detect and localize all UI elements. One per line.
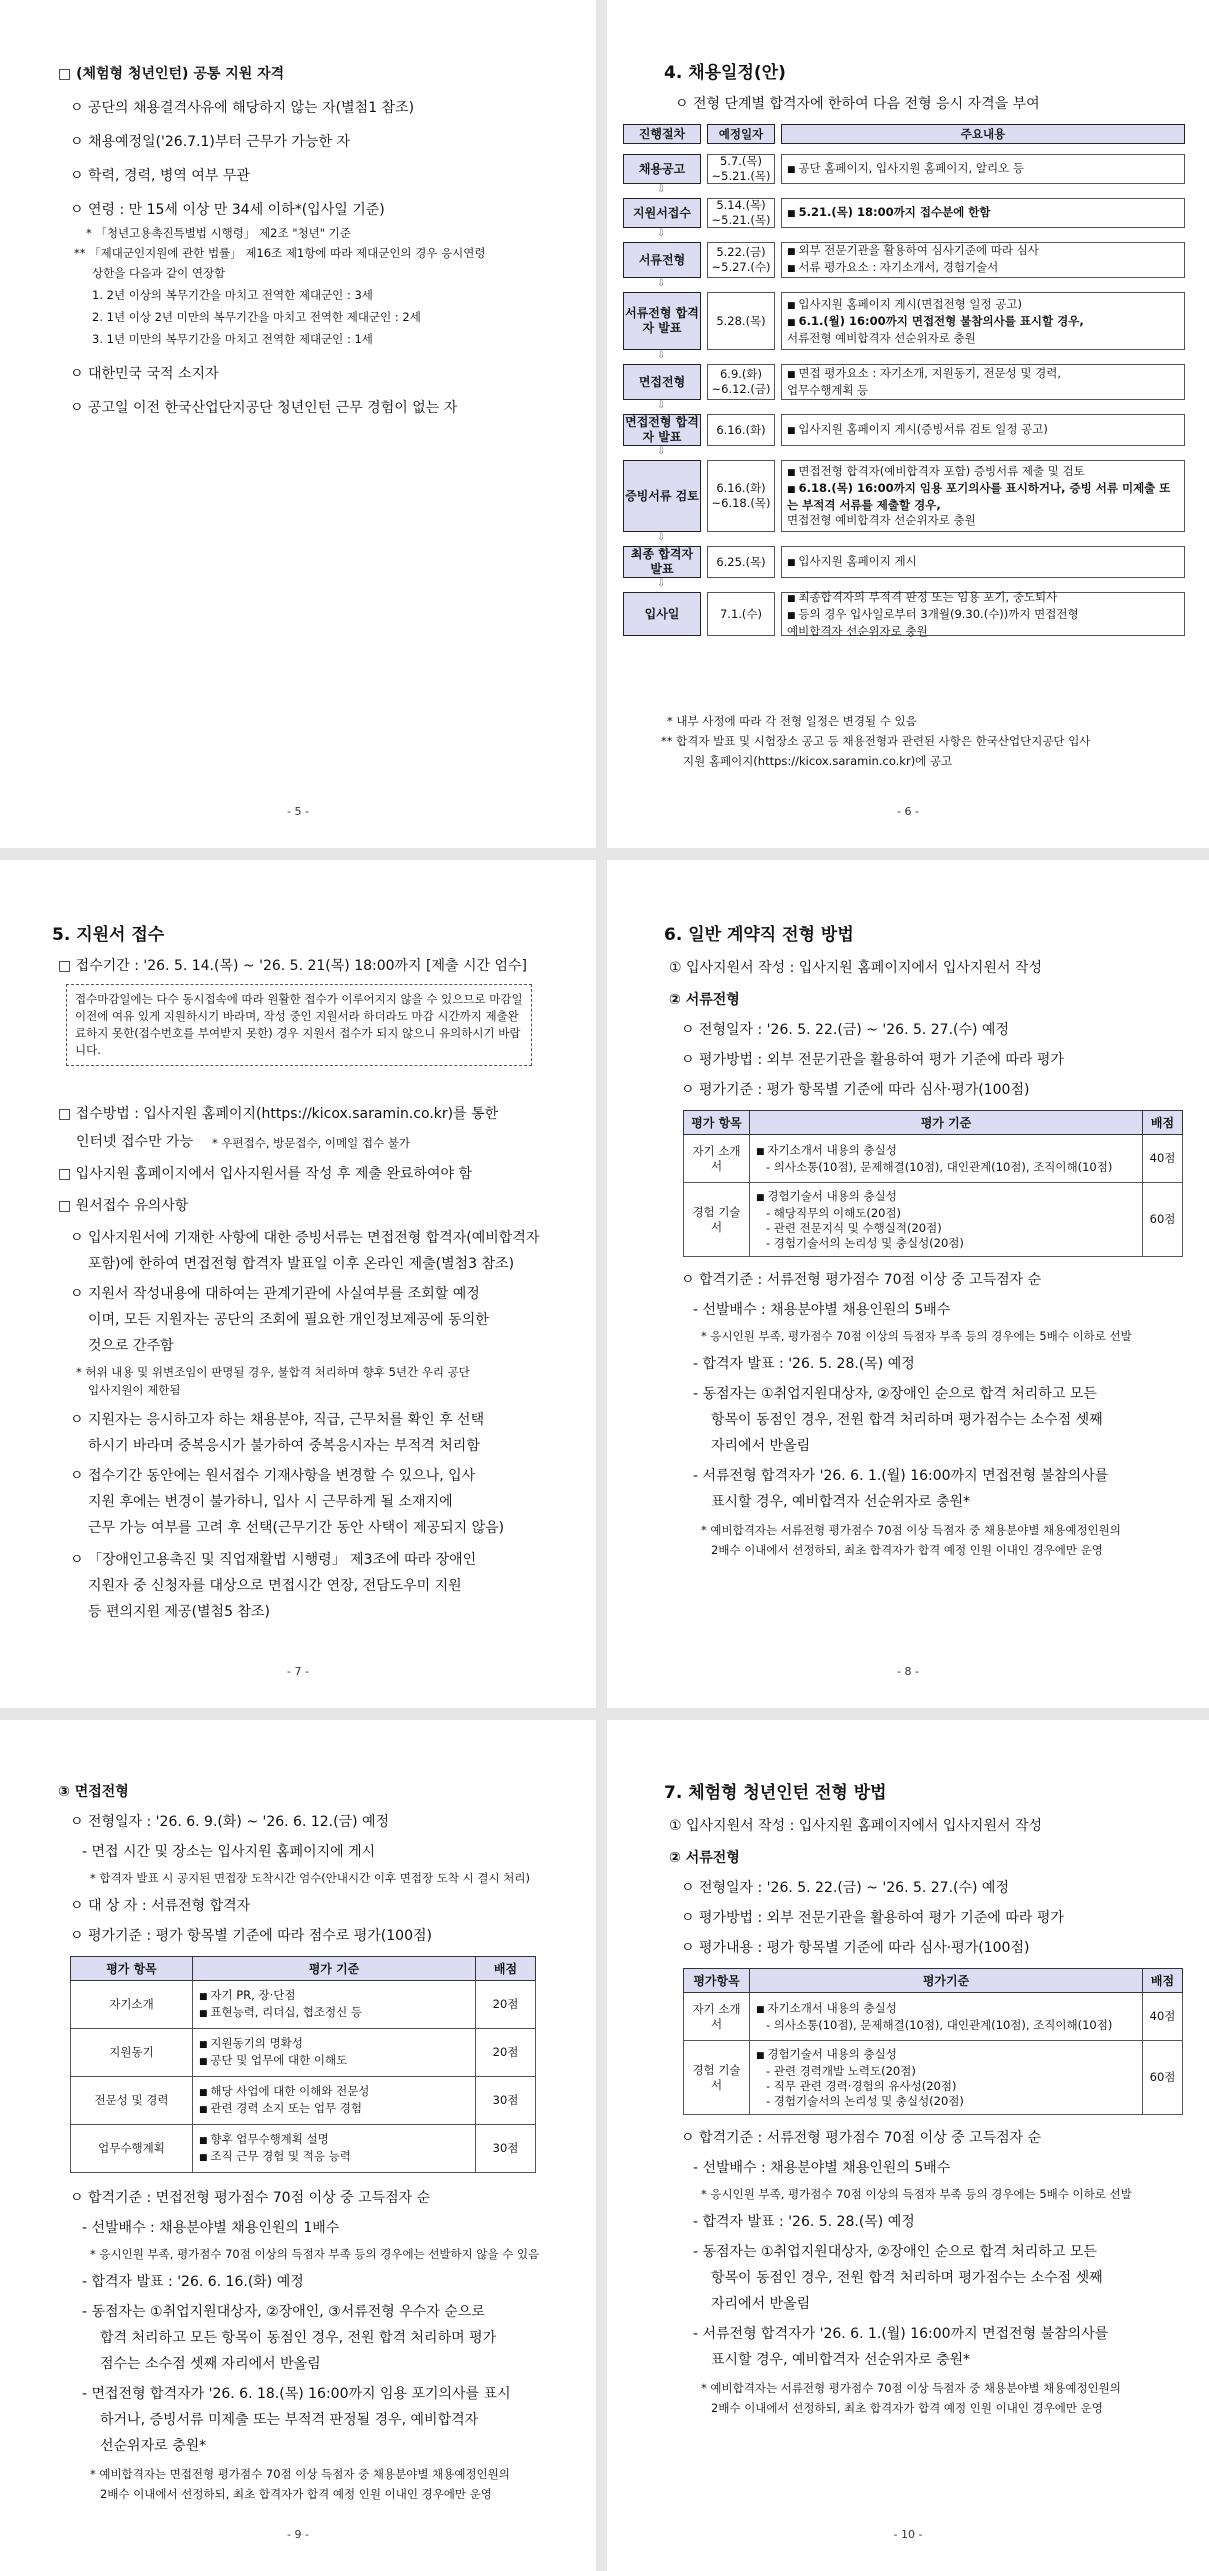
schedule-date: 7.1.(수) [707, 592, 775, 636]
caution-item: ㅇ 지원서 작성내용에 대하여는 관계기관에 사실여부를 조회할 예정 [70, 1286, 480, 1302]
schedule-date: 6.9.(화) ~6.12.(금) [707, 364, 775, 400]
intro-text: ㅇ 전형 단계별 합격자에 한하여 다음 전형 응시 자격을 부여 [675, 96, 1040, 112]
eval-item: 전문성 및 경력 [71, 2077, 193, 2125]
caution-item: 지원자 중 신청자를 대상으로 면접시간 연장, 전담도우미 지원 [88, 1578, 462, 1594]
criteria-line: ㅇ 전형일자 : '26. 5. 22.(금) ~ '26. 5. 27.(수) 예정 [681, 1022, 1009, 1038]
application-period: □ 접수기간 : '26. 5. 14.(목) ~ '26. 5. 21(목) 18:00까지 [제출 시간 엄수] [58, 958, 528, 974]
footnote: 상한을 다음과 같이 연장함 [92, 266, 226, 280]
schedule-date: 6.16.(화) ~6.18.(목) [707, 460, 775, 532]
criteria-line: 표시할 경우, 예비합격자 선순위자로 충원* [711, 1494, 971, 1510]
qualification-item: ㅇ 학력, 경력, 병역 여부 무관 [70, 168, 250, 184]
flow-arrow-icon: ⇩ [657, 278, 666, 289]
schedule-description-line: 업무수행계획 등 [787, 383, 869, 397]
caution-item: ㅇ 입사지원서에 기재한 사항에 대한 증빙서류는 면접전형 합격자(예비합격자 [70, 1230, 540, 1246]
criteria-line: - 동점자는 ①취업지원대상자, ②장애인 순으로 합격 처리하고 모든 [693, 2244, 1097, 2260]
caution-item: 것으로 간주함 [88, 1338, 174, 1354]
schedule-description-line: 예비합격자 선순위자로 충원 [787, 623, 928, 638]
table-row [684, 2041, 1183, 2115]
criteria-line: - 동점자는 ①취업지원대상자, ②장애인, ③서류전형 우수자 순으로 [82, 2304, 485, 2320]
schedule-description-line: ■ 공단 홈페이지, 입사지원 홈페이지, 알리오 등 [787, 161, 1179, 178]
footnote: * 예비합격자는 서류전형 평가점수 70점 이상 득점자 중 채용분야별 채용예정인원의 [701, 2381, 1121, 2395]
criteria-line: - 동점자는 ①취업지원대상자, ②장애인 순으로 합격 처리하고 모든 [693, 1386, 1097, 1402]
subsection-heading: ① 입사지원서 작성 : 입사지원 홈페이지에서 입사지원서 작성 [669, 1818, 1042, 1834]
schedule-description [781, 198, 1185, 228]
col-header: 평가항목 [684, 1969, 750, 1993]
evaluation-table [683, 1110, 1183, 1257]
flow-arrow-icon: ⇩ [657, 532, 666, 543]
schedule-date: 5.22.(금) ~5.27.(수) [707, 242, 775, 278]
table-row [71, 2125, 536, 2173]
criteria-line: 선순위자로 충원* [100, 2438, 207, 2454]
footnote: * 응시인원 부족, 평가점수 70점 이상의 득점자 부족 등의 경우에는 5배수 이하로 선발 [701, 1329, 1132, 1343]
footnote: * 응시인원 부족, 평가점수 70점 이상의 득점자 부족 등의 경우에는 선발하지 않을 수 있음 [90, 2247, 540, 2261]
flow-arrow-icon: ⇩ [657, 228, 666, 239]
page-number: - 9 - [287, 2528, 309, 2541]
eval-points: 20점 [476, 1981, 536, 2029]
page-number: - 5 - [287, 805, 309, 818]
page-number: - 8 - [897, 1665, 919, 1678]
schedule-step: 최종 합격자 발표 [623, 546, 701, 578]
col-header: 평가 항목 [684, 1111, 750, 1135]
page-number: - 6 - [897, 805, 919, 818]
criteria-line: 하거나, 증빙서류 미제출 또는 부적격 판정될 경우, 예비합격자 [100, 2412, 479, 2428]
flow-arrow-icon: ⇩ [657, 578, 666, 589]
col-header: 평가기준 [750, 1969, 1143, 1993]
col-header: 평가 항목 [71, 1957, 193, 1981]
table-row [684, 1135, 1183, 1183]
table-row [71, 2077, 536, 2125]
eval-item: 자기 소개서 [684, 1993, 750, 2041]
footnote: * 내부 사정에 따라 각 전형 일정은 변경될 수 있음 [667, 714, 917, 728]
evaluation-table [683, 1968, 1183, 2115]
schedule-description-line: 면접전형 예비합격자 선순위자로 충원 [787, 513, 976, 527]
criteria-line: ㅇ 평가기준 : 평가 항목별 기준에 따라 점수로 평가(100점) [70, 1928, 432, 1944]
criteria-line: 합격 처리하고 모든 항목이 동점인 경우, 전원 합격 처리하며 평가 [100, 2330, 497, 2346]
eval-item: 경험 기술서 [684, 1183, 750, 1257]
criteria-line: ㅇ 평가기준 : 평가 항목별 기준에 따라 심사·평가(100점) [681, 1082, 1030, 1098]
criteria-line: ㅇ 대 상 자 : 서류전형 합격자 [70, 1898, 251, 1914]
footnote: 입사지원이 제한됨 [88, 1383, 181, 1397]
section-title: 5. 지원서 접수 [52, 925, 165, 945]
footnote: * 허위 내용 및 위변조임이 판명될 경우, 불합격 처리하며 향후 5년간 우리 공단 [76, 1365, 470, 1379]
table-header-row [71, 1957, 536, 1981]
criteria-line: - 서류전형 합격자가 '26. 6. 1.(월) 16:00까지 면접전형 불참의사를 [693, 2326, 1109, 2342]
flow-arrow-icon: ⇩ [657, 400, 666, 411]
caution-item: ㅇ 「장애인고용촉진 및 직업재활법 시행령」 제3조에 따라 장애인 [70, 1552, 477, 1568]
criteria-line: - 선발배수 : 채용분야별 채용인원의 5배수 [693, 2160, 951, 2176]
schedule-step: 채용공고 [623, 154, 701, 184]
criteria-line: - 서류전형 합격자가 '26. 6. 1.(월) 16:00까지 면접전형 불참의사를 [693, 1468, 1109, 1484]
section-title: 6. 일반 계약직 전형 방법 [664, 925, 854, 945]
col-header: 배점 [476, 1957, 536, 1981]
caution-item: 이며, 모든 지원자는 공단의 조회에 필요한 개인정보제공에 동의한 [88, 1312, 489, 1328]
criteria-line: ㅇ 평가방법 : 외부 전문기관을 활용하여 평가 기준에 따라 평가 [681, 1052, 1064, 1068]
criteria-line: 점수는 소수점 셋째 자리에서 반올림 [100, 2356, 321, 2372]
qualification-item: ㅇ 연령 : 만 15세 이상 만 34세 이하*(입사일 기준) [70, 202, 385, 218]
criteria-line: - 합격자 발표 : '26. 5. 28.(목) 예정 [693, 2214, 915, 2230]
criteria-line: ㅇ 평가방법 : 외부 전문기관을 활용하여 평가 기준에 따라 평가 [681, 1910, 1064, 1926]
table-header-row [684, 1969, 1183, 1993]
footnote: * 예비합격자는 서류전형 평가점수 70점 이상 득점자 중 채용분야별 채용예정인원의 [701, 1523, 1121, 1537]
table-row [71, 1981, 536, 2029]
schedule-step: 면접전형 합격자 발표 [623, 414, 701, 446]
eval-points: 20점 [476, 2029, 536, 2077]
criteria-line: ㅇ 합격기준 : 서류전형 평가점수 70점 이상 중 고득점자 순 [681, 2130, 1042, 2146]
eval-criteria: ■ 경험기술서 내용의 충실성 - 관련 경력개발 노력도(20점) - 직무 관련 경력·경험의 유사성(20점) - 경험기술서의 논리성 및 충실성(20점) [750, 2041, 1143, 2115]
flow-arrow-icon: ⇩ [657, 184, 666, 195]
page-5 [0, 0, 596, 848]
schedule-description-line: ■ 입사지원 홈페이지 게시(면접전형 일정 공고) [787, 297, 1179, 314]
qualification-item: ㅇ 공고일 이전 한국산업단지공단 청년인턴 근무 경험이 없는 자 [70, 400, 458, 416]
eval-item: 자기소개 [71, 1981, 193, 2029]
table-header-row [684, 1111, 1183, 1135]
criteria-line: 자리에서 반올림 [711, 1438, 811, 1454]
schedule-description [781, 546, 1185, 578]
eval-item: 지원동기 [71, 2029, 193, 2077]
criteria-line: - 면접전형 합격자가 '26. 6. 18.(목) 16:00까지 임용 포기의사를 표시 [82, 2386, 511, 2402]
caution-item: 포함)에 한하여 면접전형 합격자 발표일 이후 온라인 제출(별첨3 참조) [88, 1256, 515, 1272]
schedule-description [781, 242, 1185, 278]
schedule-step: 입사일 [623, 592, 701, 636]
qualification-item: ㅇ 공단의 채용결격사유에 해당하지 않는 자(별첨1 참조) [70, 100, 415, 116]
eval-points: 40점 [1143, 1993, 1183, 2041]
footnote: * 「청년고용촉진특별법 시행령」 제2조 "청년" 기준 [86, 226, 351, 240]
criteria-line: ㅇ 전형일자 : '26. 5. 22.(금) ~ '26. 5. 27.(수) 예정 [681, 1880, 1009, 1896]
criteria-line: ㅇ 평가내용 : 평가 항목별 기준에 따라 심사·평가(100점) [681, 1940, 1030, 1956]
method-line: □ 접수방법 : 입사지원 홈페이지(https://kicox.saramin.co.kr)를 통한 [58, 1106, 499, 1122]
schedule-header-step: 진행절차 [623, 124, 701, 144]
eval-points: 30점 [476, 2077, 536, 2125]
schedule-description-line: ■ 최종합격자의 부적격 판정 또는 임용 포기, 중도퇴사 [787, 590, 1179, 607]
eval-criteria: ■ 향후 업무수행계획 설명 ■ 조직 근무 경험 및 적응 능력 [193, 2125, 476, 2173]
schedule-description-line: ■ 면접 평가요소 : 자기소개, 지원동기, 전문성 및 경력, [787, 366, 1179, 383]
schedule-description-line: 서류전형 예비합격자 선순위자로 충원 [787, 330, 976, 345]
section-title: 4. 채용일정(안) [664, 63, 786, 83]
criteria-line: 항목이 동점인 경우, 전원 합격 처리하며 평가점수는 소수점 셋째 [711, 1412, 1103, 1428]
schedule-step: 서류전형 [623, 242, 701, 278]
schedule-date: 5.14.(목) ~5.21.(목) [707, 198, 775, 228]
col-header: 평가 기준 [750, 1111, 1143, 1135]
eval-item: 업무수행계획 [71, 2125, 193, 2173]
col-header: 배점 [1143, 1969, 1183, 1993]
schedule-description-line: ■ 입사지원 홈페이지 게시 [787, 554, 1179, 571]
schedule-description [781, 460, 1185, 532]
notice-box: 접수마감일에는 다수 동시접속에 따라 원활한 접수가 이루어지지 않을 수 있으므로 마감일 이전에 여유 있게 지원하시기 바라며, 작성 중인 지원서라 하더라도 마감 시간까지 제출완료하지 못한(접수번호를 부여받지 못한) 경우 지원서 접수가 되지 않으니 유의하시기 바랍니다. [66, 984, 532, 1066]
schedule-description-line: ■ 6.1.(월) 16:00까지 면접전형 불참의사를 표시할 경우, [787, 314, 1179, 331]
eval-points: 30점 [476, 2125, 536, 2173]
footnote: 2배수 이내에서 선정하되, 최초 합격자가 합격 예정 인원 이내인 경우에만 운영 [100, 2487, 492, 2501]
eval-criteria: ■ 해당 사업에 대한 이해와 전문성 ■ 관련 경력 소지 또는 업무 경험 [193, 2077, 476, 2125]
criteria-line: - 면접 시간 및 장소는 입사지원 홈페이지에 게시 [82, 1844, 376, 1860]
table-row [684, 1993, 1183, 2041]
schedule-description-line: ■ 서류 평가요소 : 자기소개서, 경험기술서 [787, 260, 1179, 277]
flow-arrow-icon: ⇩ [657, 350, 666, 361]
section-heading: □ (체험형 청년인턴) 공통 지원 자격 [58, 66, 285, 82]
page-6 [607, 0, 1209, 848]
section-title: 7. 체험형 청년인턴 전형 방법 [664, 1783, 887, 1803]
schedule-description-line: ■ 등의 경우 입사일로부터 3개월(9.30.(수))까지 면접전형 [787, 607, 1179, 624]
page-10 [607, 1720, 1209, 2571]
table-row [684, 1183, 1183, 1257]
caution-item: 지원 후에는 변경이 불가하니, 입사 시 근무하게 될 소재지에 [88, 1494, 453, 1510]
schedule-step: 증빙서류 검토 [623, 460, 701, 532]
footnote: 지원 홈페이지(https://kicox.saramin.co.kr)에 공고 [683, 754, 953, 768]
schedule-date: 5.7.(목) ~5.21.(목) [707, 154, 775, 184]
footnote: 2배수 이내에서 선정하되, 최초 합격자가 합격 예정 인원 이내인 경우에만 운영 [711, 1543, 1103, 1557]
page-number: - 7 - [287, 1665, 309, 1678]
footnote: 2배수 이내에서 선정하되, 최초 합격자가 합격 예정 인원 이내인 경우에만 운영 [711, 2401, 1103, 2415]
qualification-item: ㅇ 대한민국 국적 소지자 [70, 366, 219, 382]
eval-criteria: ■ 자기소개서 내용의 충실성 - 의사소통(10점), 문제해결(10점), 대인관계(10점), 조직이해(10점) [750, 1135, 1143, 1183]
caution-item: 근무 가능 여부를 고려 후 선택(근무기간 동안 사택이 제공되지 않음) [88, 1520, 505, 1536]
eval-points: 60점 [1143, 1183, 1183, 1257]
schedule-description-line: ■ 6.18.(목) 16:00까지 임용 포기의사를 표시하거나, 증빙 서류 미제출 또는 부적격 서류를 제출할 경우, [787, 481, 1179, 513]
criteria-line: 자리에서 반올림 [711, 2296, 811, 2312]
caution-item: 등 편의지원 제공(별첨5 참조) [88, 1604, 270, 1620]
criteria-line: 항목이 동점인 경우, 전원 합격 처리하며 평가점수는 소수점 셋째 [711, 2270, 1103, 2286]
footnote: 3. 1년 미만의 복무기간을 마치고 전역한 제대군인 : 1세 [92, 332, 373, 346]
footnote: * 합격자 발표 시 공지된 면접장 도착시간 엄수(안내시간 이후 면접장 도착 시 결시 처리) [90, 1871, 530, 1885]
qualification-item: ㅇ 채용예정일('26.7.1)부터 근무가 가능한 자 [70, 134, 350, 150]
eval-points: 40점 [1143, 1135, 1183, 1183]
footnote: 2. 1년 이상 2년 미만의 복무기간을 마치고 전역한 제대군인 : 2세 [92, 310, 421, 324]
schedule-description [781, 414, 1185, 446]
footnote: * 응시인원 부족, 평가점수 70점 이상의 득점자 부족 등의 경우에는 5배수 이하로 선발 [701, 2187, 1132, 2201]
schedule-date: 6.25.(목) [707, 546, 775, 578]
schedule-description-line: ■ 외부 전문기관을 활용하여 심사기준에 따라 심사 [787, 243, 1179, 260]
criteria-line: - 합격자 발표 : '26. 5. 28.(목) 예정 [693, 1356, 915, 1372]
caution-item: 하시기 바라며 중복응시가 불가하여 중복응시자는 부적격 처리함 [88, 1438, 480, 1454]
page-9 [0, 1720, 596, 2571]
footnote: 1. 2년 이상의 복무기간을 마치고 전역한 제대군인 : 3세 [92, 288, 373, 302]
schedule-description-line: ■ 면접전형 합격자(예비합격자 포함) 증빙서류 제출 및 검토 [787, 464, 1179, 481]
footnote: ** 「제대군인지원에 관한 법률」 제16조 제1항에 따라 제대군인의 경우 응시연령 [74, 246, 486, 260]
criteria-line: ㅇ 합격기준 : 면접전형 평가점수 70점 이상 중 고득점자 순 [70, 2190, 431, 2206]
schedule-description [781, 364, 1185, 400]
schedule-description [781, 292, 1185, 350]
page-7 [0, 860, 596, 1708]
subsection-heading: ③ 면접전형 [58, 1784, 129, 1800]
schedule-date: 5.28.(목) [707, 292, 775, 350]
eval-criteria: ■ 지원동기의 명확성 ■ 공단 및 업무에 대한 이해도 [193, 2029, 476, 2077]
eval-item: 경험 기술서 [684, 2041, 750, 2115]
caution-item: ㅇ 접수기간 동안에는 원서접수 기재사항을 변경할 수 있으나, 입사 [70, 1468, 476, 1484]
method-line: □ 입사지원 홈페이지에서 입사지원서를 작성 후 제출 완료하여야 함 [58, 1166, 472, 1182]
subsection-heading: ② 서류전형 [669, 992, 740, 1008]
footnote: * 우편접수, 방문접수, 이메일 접수 불가 [212, 1136, 410, 1150]
criteria-line: ㅇ 전형일자 : '26. 6. 9.(화) ~ '26. 6. 12.(금) 예정 [70, 1814, 390, 1830]
criteria-line: - 선발배수 : 채용분야별 채용인원의 1배수 [82, 2220, 340, 2236]
eval-criteria: ■ 자기소개서 내용의 충실성 - 의사소통(10점), 문제해결(10점), 대인관계(10점), 조직이해(10점) [750, 1993, 1143, 2041]
col-header: 평가 기준 [193, 1957, 476, 1981]
flow-arrow-icon: ⇩ [657, 446, 666, 457]
eval-points: 60점 [1143, 2041, 1183, 2115]
schedule-header-desc: 주요내용 [781, 124, 1185, 144]
subsection-heading: ① 입사지원서 작성 : 입사지원 홈페이지에서 입사지원서 작성 [669, 960, 1042, 976]
schedule-description [781, 154, 1185, 184]
col-header: 배점 [1143, 1111, 1183, 1135]
schedule-description [781, 589, 1185, 638]
schedule-header-date: 예정일자 [707, 124, 775, 144]
page-8 [607, 860, 1209, 1708]
eval-item: 자기 소개서 [684, 1135, 750, 1183]
eval-criteria: ■ 자기 PR, 장·단점 ■ 표현능력, 리더십, 협조정신 등 [193, 1981, 476, 2029]
page-number: - 10 - [893, 2528, 923, 2541]
caution-heading: □ 원서접수 유의사항 [58, 1198, 189, 1214]
method-line: 인터넷 접수만 가능 [76, 1134, 194, 1150]
interview-evaluation-table [70, 1956, 536, 2173]
criteria-line: 표시할 경우, 예비합격자 선순위자로 충원* [711, 2352, 971, 2368]
eval-criteria: ■ 경험기술서 내용의 충실성 - 해당직무의 이해도(20점) - 관련 전문지식 및 수행실적(20점) - 경험기술서의 논리성 및 충실성(20점) [750, 1183, 1143, 1257]
subsection-heading: ② 서류전형 [669, 1850, 740, 1866]
schedule-step: 서류전형 합격자 발표 [623, 292, 701, 350]
schedule-description-line: ■ 입사지원 홈페이지 게시(증빙서류 검토 일정 공고) [787, 422, 1179, 439]
caution-item: ㅇ 지원자는 응시하고자 하는 채용분야, 직급, 근무처를 확인 후 선택 [70, 1412, 485, 1428]
schedule-date: 6.16.(화) [707, 414, 775, 446]
schedule-description-line: ■ 5.21.(목) 18:00까지 접수분에 한함 [787, 205, 1179, 222]
schedule-step: 지원서접수 [623, 198, 701, 228]
footnote: ** 합격자 발표 및 시험장소 공고 등 채용전형과 관련된 사항은 한국산업단지공단 입사 [661, 734, 1091, 748]
footnote: * 예비합격자는 면접전형 평가점수 70점 이상 득점자 중 채용분야별 채용예정인원의 [90, 2467, 510, 2481]
schedule-step: 면접전형 [623, 364, 701, 400]
criteria-line: ㅇ 합격기준 : 서류전형 평가점수 70점 이상 중 고득점자 순 [681, 1272, 1042, 1288]
criteria-line: - 선발배수 : 채용분야별 채용인원의 5배수 [693, 1302, 951, 1318]
table-row [71, 2029, 536, 2077]
criteria-line: - 합격자 발표 : '26. 6. 16.(화) 예정 [82, 2274, 304, 2290]
